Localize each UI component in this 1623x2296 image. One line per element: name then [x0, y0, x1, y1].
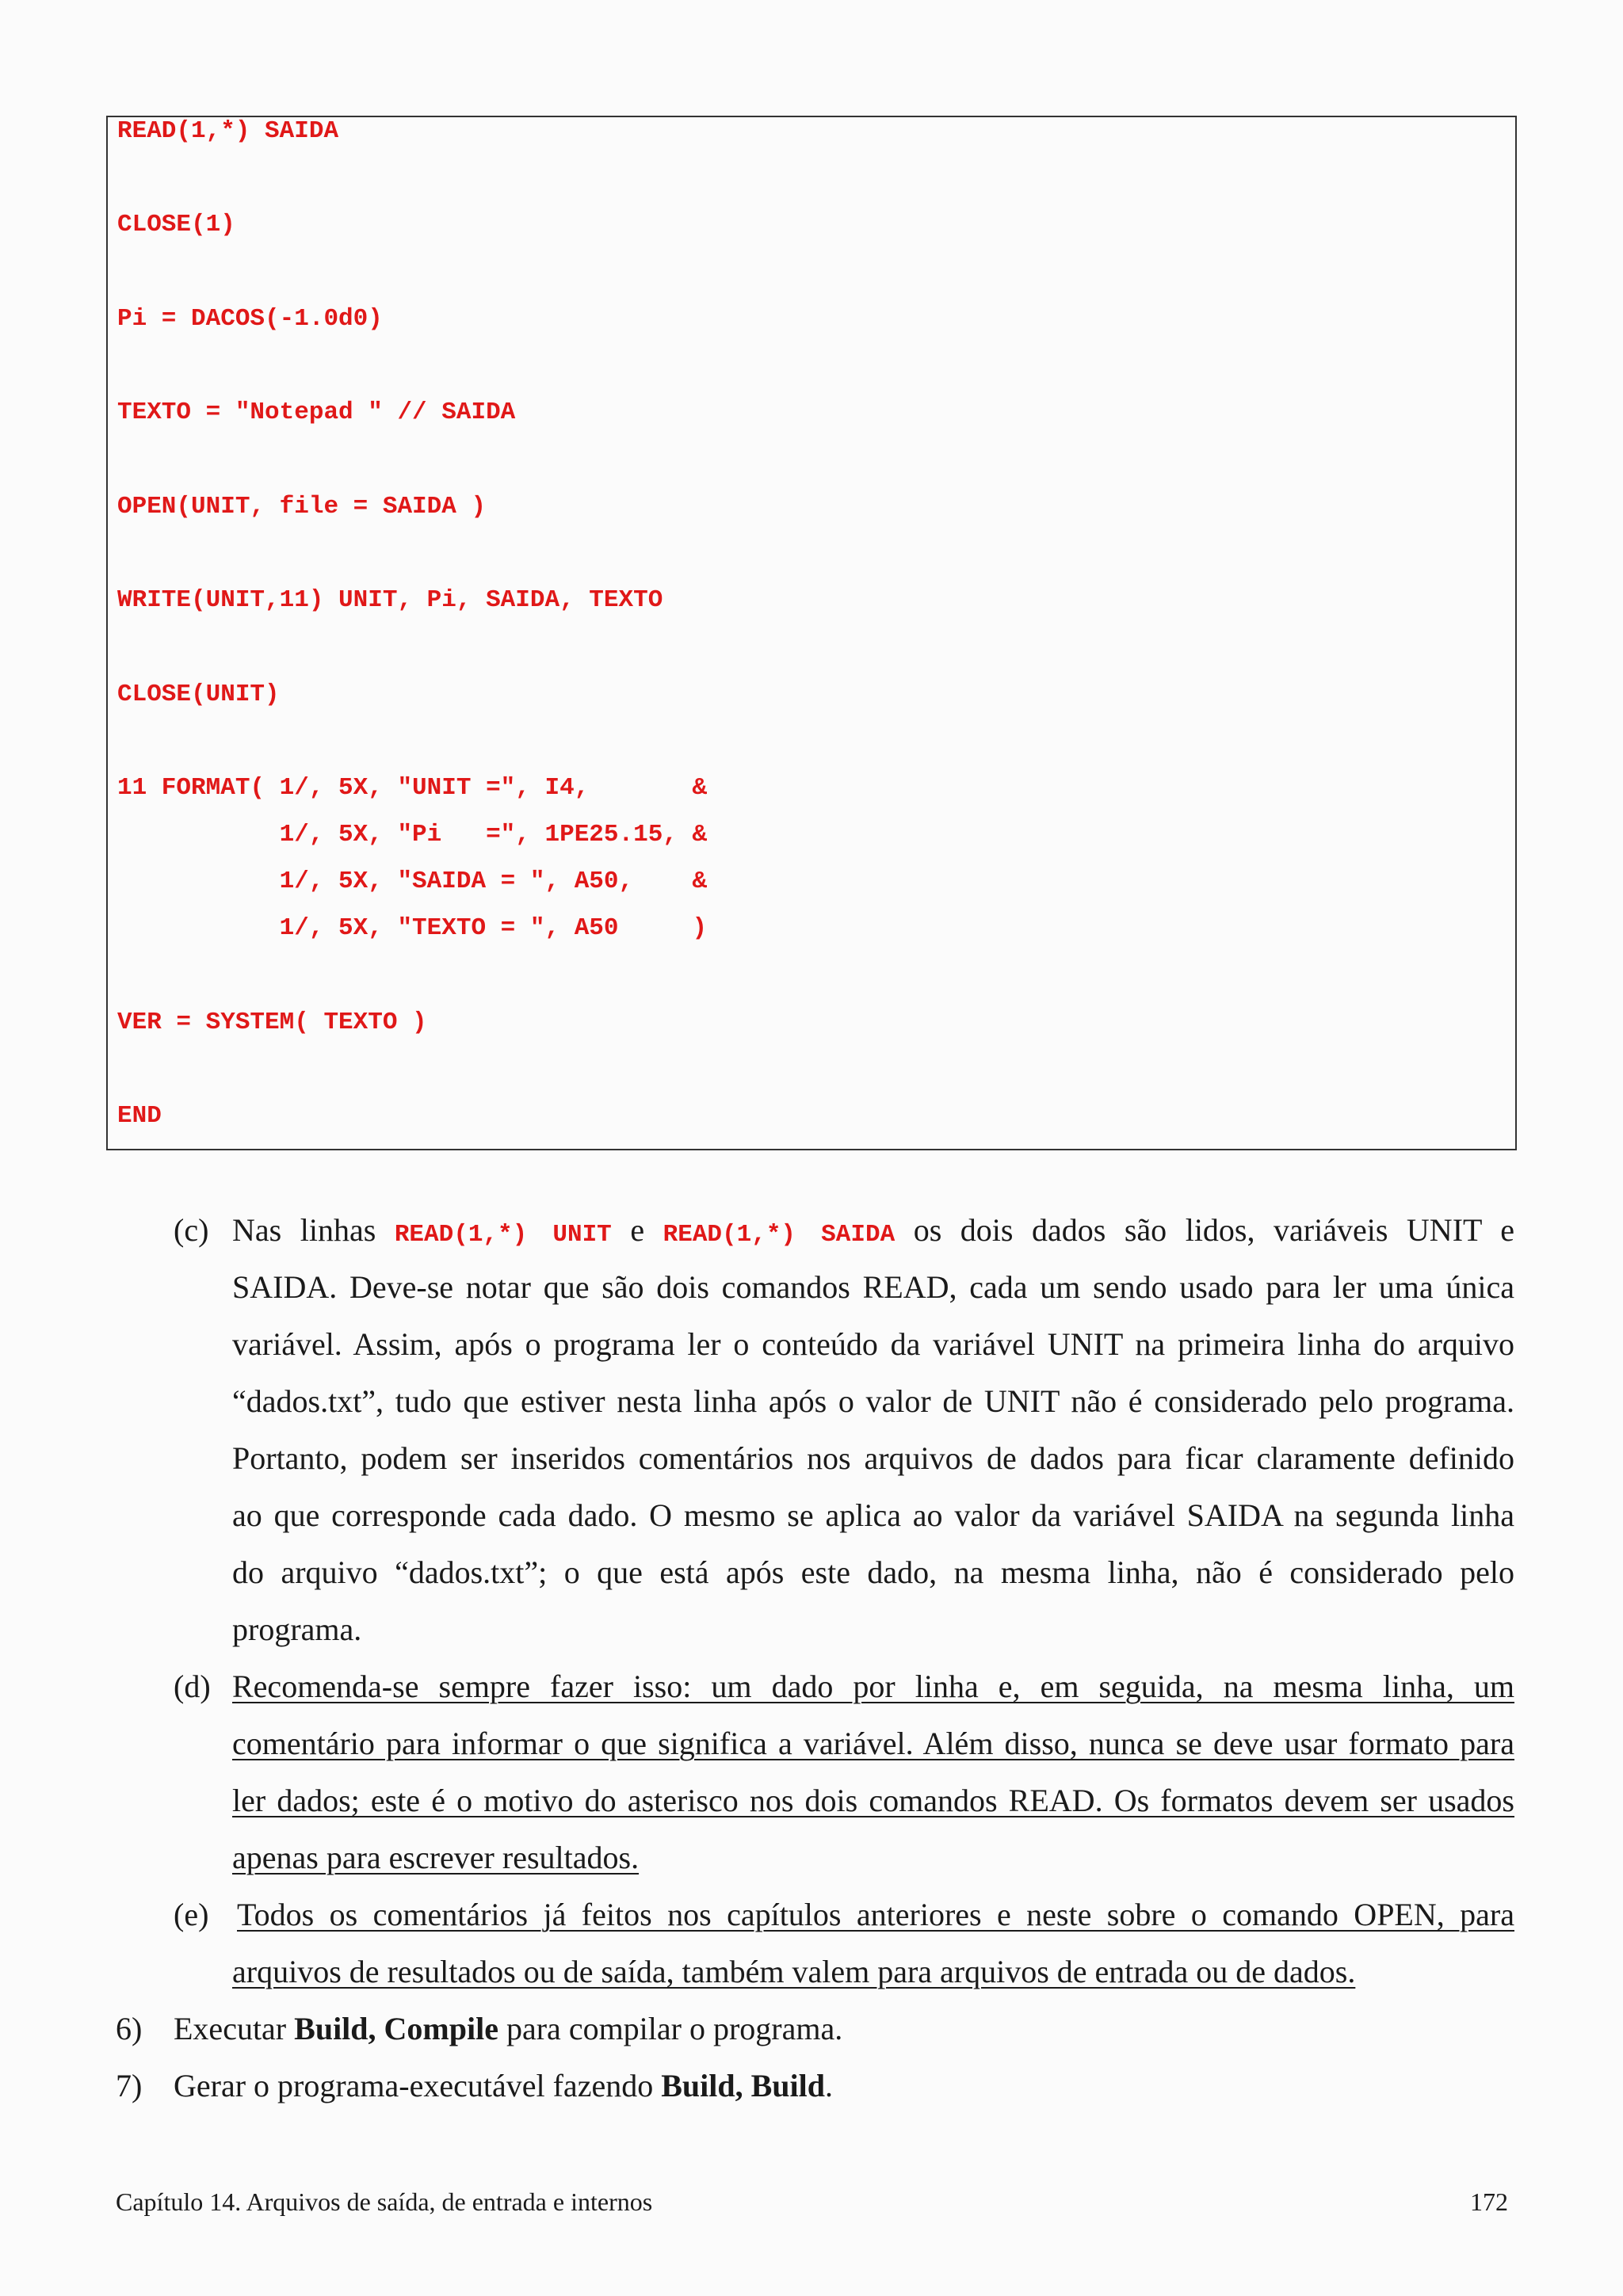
step-6-text: Executar Build, Compile para compilar o programa.: [174, 2011, 843, 2046]
code-line: CLOSE(UNIT): [117, 681, 280, 708]
item-d-line: Recomenda-se sempre fazer isso: um dado por linha e, em seguida, na mesma linha, um: [232, 1669, 1514, 1704]
item-c-line: SAIDA. Deve-se notar que são dois comandos READ, cada um sendo usado para ler uma única: [232, 1269, 1514, 1305]
item-c-line: “dados.txt”, tudo que estiver nesta linha após o valor de UNIT não é considerado pelo programa.: [232, 1383, 1514, 1419]
item-e-text: [232, 1886, 1514, 2000]
code-line: 11 FORMAT( 1/, 5X, "UNIT =", I4, &: [117, 774, 708, 802]
item-d-text: [232, 1658, 1514, 1886]
code-line: 1/, 5X, "Pi =", 1PE25.15, &: [117, 821, 708, 849]
item-c-marker: (c): [174, 1212, 209, 1248]
item-c-line: Portanto, podem ser inseridos comentários nos arquivos de dados para ficar claramente definido: [232, 1440, 1514, 1476]
code-line: WRITE(UNIT,11) UNIT, Pi, SAIDA, TEXTO: [117, 586, 663, 614]
code-line: TEXTO = "Notepad " // SAIDA: [117, 399, 516, 426]
item-c-line: variável. Assim, após o programa ler o conteúdo da variável UNIT na primeira linha do arquivo: [232, 1326, 1514, 1362]
step-7-marker: 7): [116, 2068, 143, 2103]
item-e-line: Todos os comentários já feitos nos capítulos anteriores e neste sobre o comando OPEN, para: [237, 1897, 1514, 1932]
item-e-line: arquivos de resultados ou de saída, também valem para arquivos de entrada ou de dados.: [232, 1954, 1356, 1989]
code-line: Pi = DACOS(-1.0d0): [117, 305, 383, 333]
code-line: OPEN(UNIT, file = SAIDA ): [117, 493, 487, 521]
code-line: VER = SYSTEM( TEXTO ): [117, 1009, 427, 1036]
item-e-marker: (e): [174, 1897, 209, 1932]
step-7-text: Gerar o programa-executável fazendo Build, Build.: [174, 2068, 833, 2103]
item-d-line: apenas para escrever resultados.: [232, 1840, 640, 1875]
code-line: 1/, 5X, "SAIDA = ", A50, &: [117, 868, 708, 895]
step-7: [116, 2058, 833, 2115]
item-c-line: do arquivo “dados.txt”; o que está após este dado, na mesma linha, não é considerado pelo: [232, 1554, 1514, 1590]
item-c-line: Nas linhas READ(1,*) UNIT e READ(1,*) SAIDA os dois dados são lidos, variáveis UNIT e: [232, 1212, 1514, 1249]
code-line: CLOSE(1): [117, 211, 235, 238]
item-d-line: ler dados; este é o motivo do asterisco nos dois comandos READ. Os formatos devem ser usados: [232, 1783, 1514, 1818]
item-c-line: ao que corresponde cada dado. O mesmo se aplica ao valor da variável SAIDA na segunda linha: [232, 1497, 1514, 1533]
step-6-marker: 6): [116, 2011, 143, 2046]
step-6: [116, 2000, 843, 2058]
footer-chapter: Capítulo 14. Arquivos de saída, de entrada e internos: [116, 2187, 653, 2216]
page-number: 172: [1470, 2187, 1508, 2216]
item-d-marker: (d): [174, 1669, 211, 1704]
code-line: 1/, 5X, "TEXTO = ", A50 ): [117, 914, 708, 942]
code-listing-box: [106, 116, 1517, 1150]
item-c-line: programa.: [232, 1611, 362, 1647]
item-d-line: comentário para informar o que significa a variável. Além disso, nunca se deve usar formato para: [232, 1726, 1514, 1761]
code-line: READ(1,*) SAIDA: [117, 117, 339, 145]
code-line: END: [117, 1102, 162, 1130]
item-c-text: [232, 1202, 1514, 1658]
